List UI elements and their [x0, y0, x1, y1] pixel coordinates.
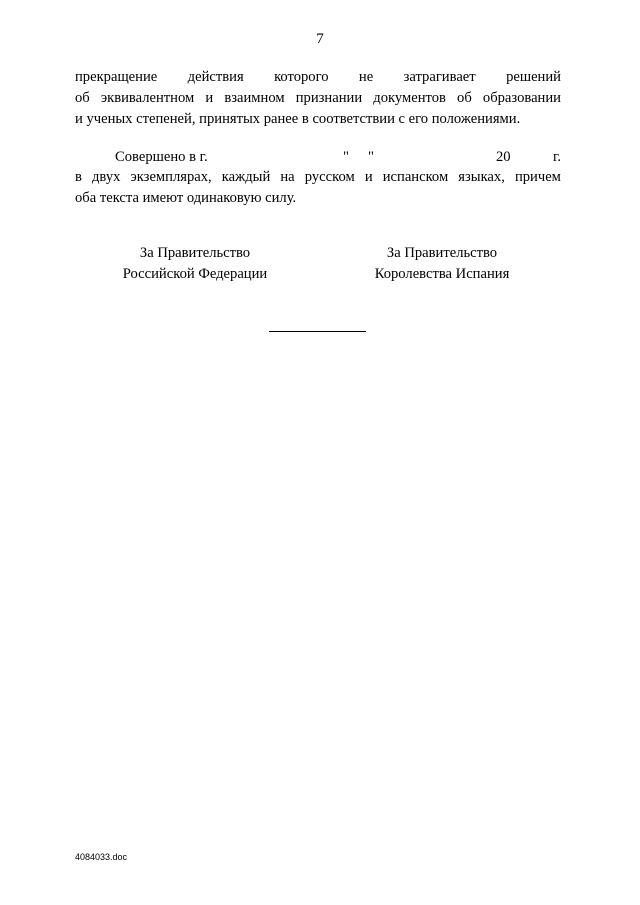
- paragraph1-line1: [75, 69, 561, 86]
- done-in-line: [75, 149, 561, 166]
- word: в: [75, 169, 82, 185]
- word: двух: [92, 169, 121, 185]
- word: признании: [295, 90, 363, 106]
- closing-divider: [269, 331, 366, 332]
- word: и: [364, 169, 373, 185]
- word: не: [358, 69, 374, 85]
- word: причем: [514, 169, 561, 185]
- word: русском: [304, 169, 355, 185]
- year-suffix: г.: [553, 149, 561, 165]
- signature-line2: Королевства Испания: [374, 266, 510, 282]
- paragraph2-line2: [75, 169, 561, 186]
- signature-block-russia: [110, 243, 280, 285]
- word: языках,: [458, 169, 505, 185]
- page-number: 7: [316, 31, 324, 47]
- word: каждый: [221, 169, 271, 185]
- word: которого: [274, 69, 329, 85]
- footer-filename: 4084033.doc: [75, 852, 128, 862]
- done-in-text: Совершено в г.: [115, 149, 208, 165]
- word: прекращение: [75, 69, 158, 85]
- word: взаимном: [224, 90, 285, 106]
- word: испанском: [382, 169, 449, 185]
- word: действия: [187, 69, 244, 85]
- word: об: [75, 90, 90, 106]
- paragraph1-line2: [75, 90, 561, 107]
- word: экземплярах,: [130, 169, 212, 185]
- word: затрагивает: [403, 69, 476, 85]
- year-prefix: 20: [496, 149, 511, 165]
- word: образовании: [482, 90, 561, 106]
- signature-line1: За Правительство: [139, 245, 251, 261]
- word: на: [280, 169, 295, 185]
- signature-line1: За Правительство: [386, 245, 498, 261]
- word: решений: [506, 69, 561, 85]
- signature-line2: Российской Федерации: [122, 266, 268, 282]
- date-quote-close: ": [368, 149, 374, 165]
- word: об: [457, 90, 472, 106]
- word: эквивалентном: [100, 90, 195, 106]
- signature-block-spain: [357, 243, 527, 285]
- paragraph2-line3: оба текста имеют одинаковую силу.: [75, 190, 297, 206]
- paragraph1-line3: и ученых степеней, принятых ранее в соответствии с его положениями.: [75, 111, 521, 127]
- word: документов: [373, 90, 446, 106]
- word: и: [205, 90, 214, 106]
- date-quote-open: ": [343, 149, 349, 165]
